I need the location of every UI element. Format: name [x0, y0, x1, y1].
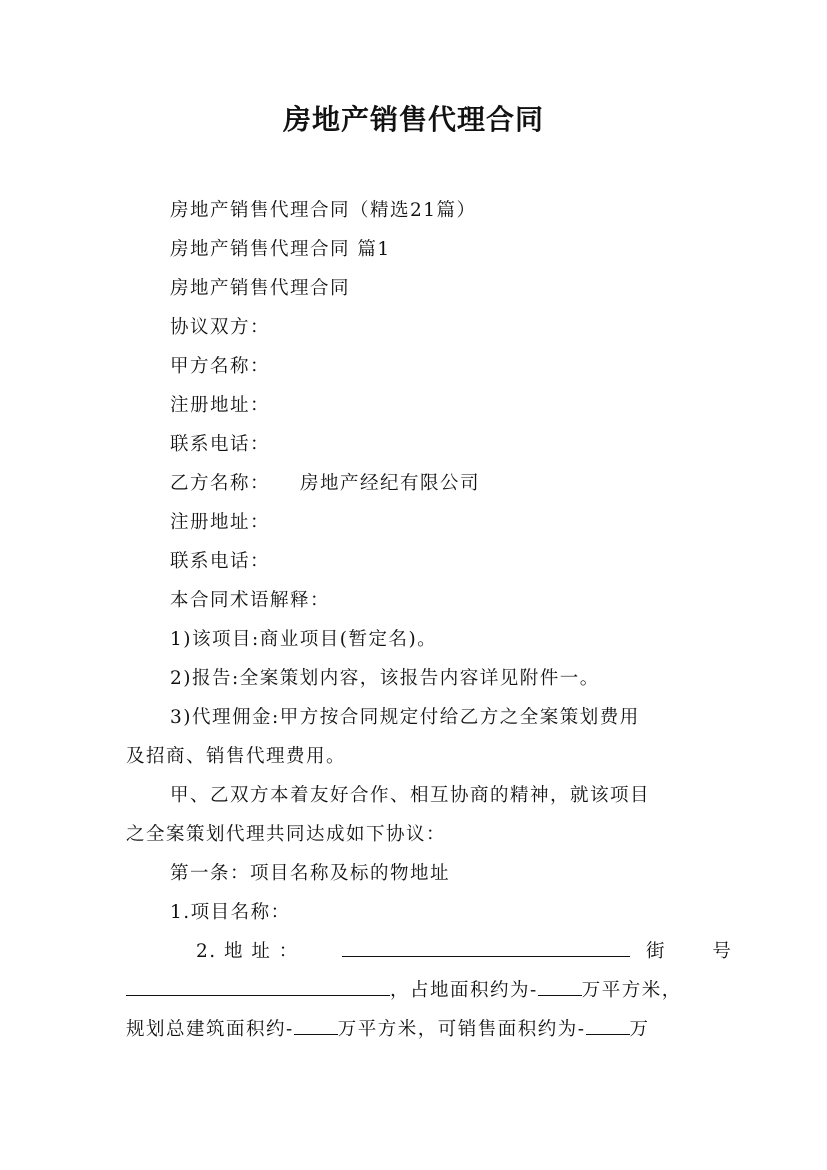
term-2: 2)报告:全案策划内容，该报告内容详见附件一。	[170, 668, 600, 689]
party-a-name-label: 甲方名称：	[170, 356, 271, 377]
party-b-name-label: 乙方名称：	[170, 473, 271, 494]
term-3: 3)代理佣金:甲方按合同规定付给乙方之全案策划费用	[170, 707, 640, 728]
document-title: 房地产销售代理合同	[282, 103, 544, 136]
saleable-area-label: 万平方米，可销售面积约为-	[337, 1019, 586, 1040]
section-heading: 房地产销售代理合同 篇1	[170, 239, 391, 260]
article-one-heading: 第一条：项目名称及标的物地址	[170, 863, 451, 884]
party-b-name-value: 房地产经纪有限公司	[300, 473, 481, 494]
term-1: 1)该项目:商业项目(暂定名)。	[170, 629, 438, 650]
agreement-paragraph: 甲、乙双方本着友好合作、相互协商的精神，就该项目	[170, 785, 651, 806]
address-label: 2. 地 址 ：	[196, 941, 299, 962]
address-line-3	[126, 1017, 650, 1043]
land-area-label: ，占地面积约为-	[390, 980, 538, 1001]
land-area-unit: 万平方米，	[581, 980, 682, 1001]
address-line-2	[126, 978, 682, 1004]
party-b-phone-label: 联系电话：	[170, 551, 271, 572]
building-area-label: 规划总建筑面积约-	[126, 1019, 294, 1040]
street-number-label: 街 号	[646, 941, 752, 962]
parties-label: 协议双方：	[170, 317, 271, 338]
address-blank-1	[342, 939, 630, 965]
party-a-phone-label: 联系电话：	[170, 434, 271, 455]
party-b-name-line	[170, 471, 480, 497]
doc-subtitle: 房地产销售代理合同（精选21篇）	[170, 200, 477, 221]
project-name-label: 1.项目名称：	[170, 902, 291, 923]
contract-name: 房地产销售代理合同	[170, 278, 351, 299]
agreement-paragraph-continued: 之全案策划代理共同达成如下协议：	[126, 824, 447, 845]
party-a-address-label: 注册地址：	[170, 395, 271, 416]
terms-heading: 本合同术语解释：	[170, 590, 331, 611]
saleable-area-unit: 万	[629, 1019, 650, 1040]
term-3-continued: 及招商、销售代理费用。	[126, 746, 347, 767]
party-b-address-label: 注册地址：	[170, 512, 271, 533]
